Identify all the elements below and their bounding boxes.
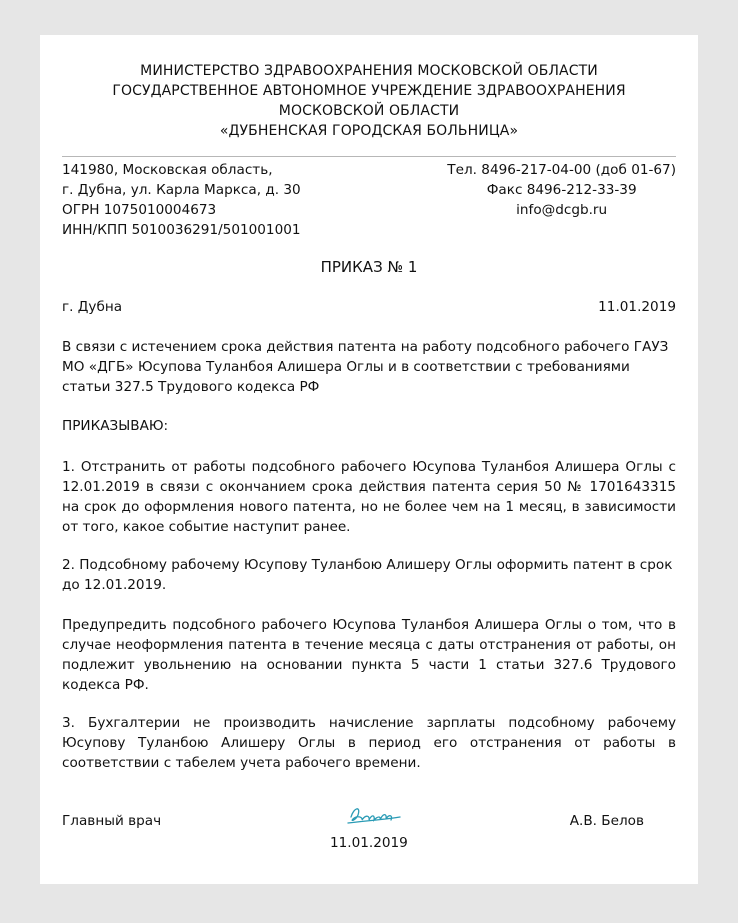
place-date-row (62, 297, 676, 317)
contact-block (447, 160, 676, 220)
address-line: ИНН/КПП 5010036291/501001001 (62, 222, 301, 238)
fax-line: Факс 8496-212-33-39 (486, 182, 637, 198)
org-line: ГОСУДАРСТВЕННОЕ АВТОНОМНОЕ УЧРЕЖДЕНИЕ ЗДРАВООХРАНЕНИЯ (112, 83, 626, 99)
document-title: ПРИКАЗ № 1 (320, 258, 418, 276)
signer-role: Главный врач (62, 813, 162, 829)
address-block (62, 160, 301, 240)
address-line: г. Дубна, ул. Карла Маркса, д. 30 (62, 182, 301, 198)
order-item-1: 1. Отстранить от работы подсобного рабочего Юсупова Туланбоя Алишера Оглы с 12.01.2019 в связи с окончанием срока действия патента серия 50 № 1701643315 на срок до оформления нового патента, но не более чем на 1 месяц, в зависимости от того, какое событие наступит ранее. (62, 459, 676, 535)
email-link[interactable]: info@dcgb.ru (516, 202, 608, 218)
warning-paragraph: Предупредить подсобного рабочего Юсупова Туланбоя Алишера Оглы о том, что в случае неоформления патента в течение месяца с даты отстранения от работы, он подлежит увольнению на основании пункта 5 части 1 статьи 327.6 Трудового кодекса РФ. (62, 617, 676, 693)
org-line: МИНИСТЕРСТВО ЗДРАВООХРАНЕНИЯ МОСКОВСКОЙ ОБЛАСТИ (140, 63, 598, 79)
address-line: ОГРН 1075010004673 (62, 202, 217, 218)
signer-name: А.В. Белов (569, 813, 644, 829)
org-line: «ДУБНЕНСКАЯ ГОРОДСКАЯ БОЛЬНИЦА» (219, 123, 519, 139)
address-line: 141980, Московская область, (62, 162, 273, 178)
header-divider (62, 156, 676, 157)
organization-header (40, 61, 698, 141)
place: г. Дубна (62, 299, 123, 315)
order-item-3: 3. Бухгалтерии не производить начисление зарплаты подсобному рабочему Юсупову Туланбою Алишеру Оглы в период его отстранения от работы в соответствии с табелем учета рабочего времени. (62, 715, 676, 771)
preamble-paragraph: В связи с истечением срока действия патента на работу подсобного рабочего ГАУЗ МО «ДГБ» Юсупова Туланбоя Алишера Оглы и в соответствии с требованиями статьи 327.5 Трудового кодекса РФ (62, 339, 669, 395)
signature-block (62, 811, 676, 871)
signature-date: 11.01.2019 (330, 835, 408, 851)
handwritten-signature (345, 801, 405, 831)
orders-heading: ПРИКАЗЫВАЮ: (62, 418, 169, 434)
document-page (40, 35, 698, 884)
phone-line: Тел. 8496-217-04-00 (доб 01-67) (447, 162, 676, 178)
org-line: МОСКОВСКОЙ ОБЛАСТИ (278, 103, 460, 119)
order-date: 11.01.2019 (598, 299, 676, 315)
order-item-2: 2. Подсобному рабочему Юсупову Туланбою Алишеру Оглы оформить патент в срок до 12.01.2019. (62, 557, 673, 593)
